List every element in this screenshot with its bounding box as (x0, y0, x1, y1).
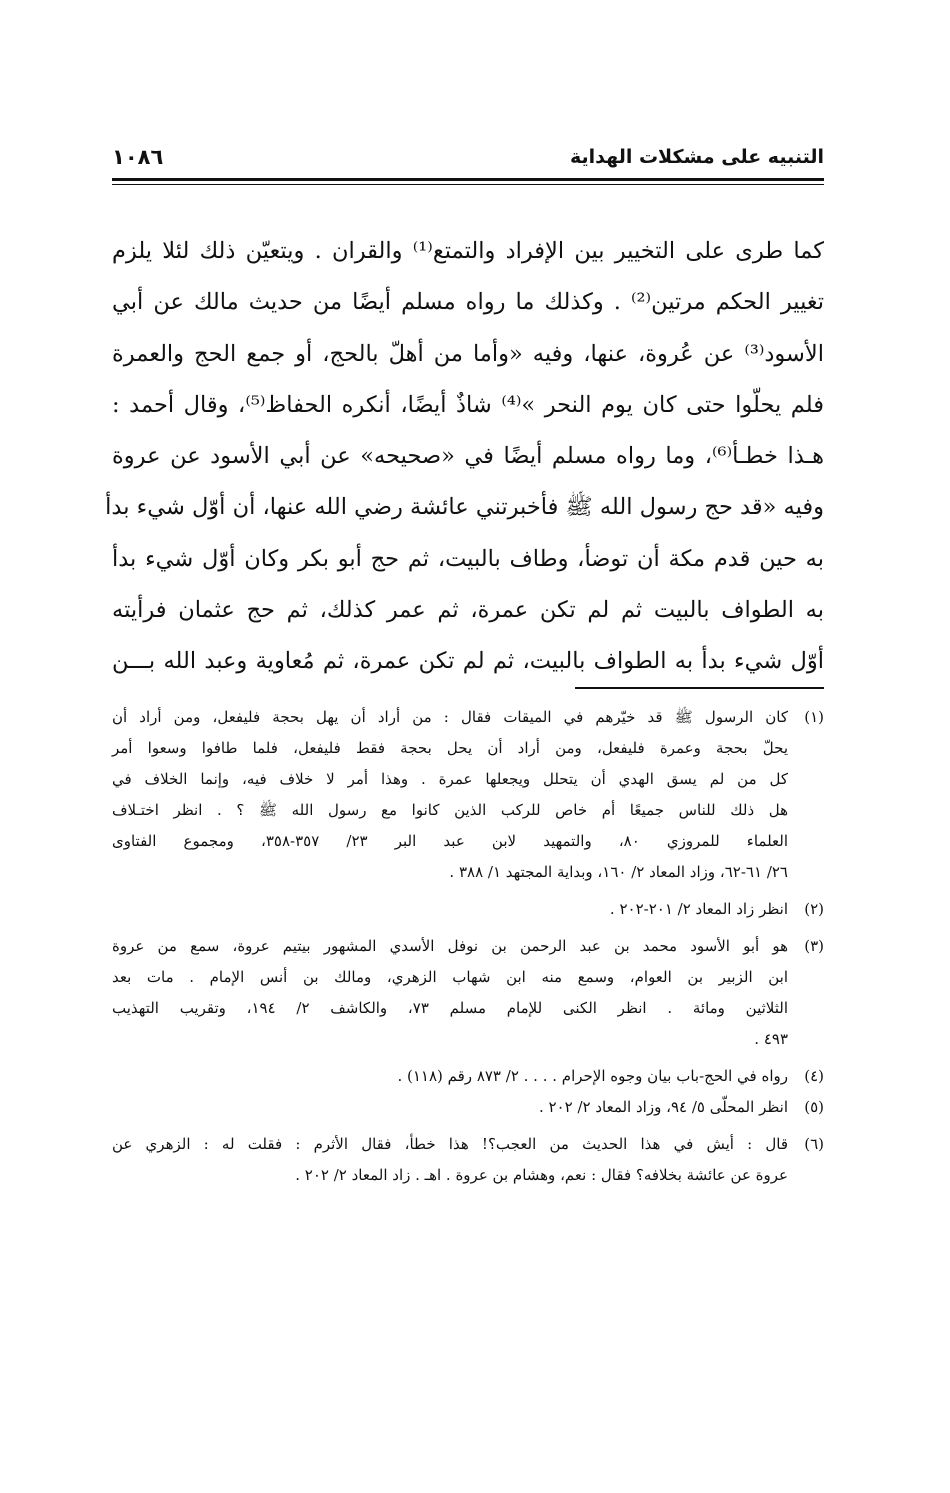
text-line: هـذا خطـأ⁽⁶⁾، وما رواه مسلم أيضًا في «صحيحه» عن أبي الأسود عن عروة (112, 443, 824, 470)
footnote-4 (112, 1061, 824, 1092)
footnote-number: (٤) (804, 1067, 824, 1085)
footnote-line: ابن الزبير بن العوام، وسمع منه ابن شهاب الزهري، ومالك بن أنس الإمام . مات بعد (112, 968, 788, 986)
footnote-line: قال : أيش في هذا الحديث من العجب؟! هذا خطأ، فقال الأثرم : فقلت له : الزهري عن (112, 1135, 788, 1153)
header-rule-thin (112, 184, 824, 185)
footnote-line: رواه في الحج-باب بيان وجوه الإحرام . . . . ٢/ ٨٧٣ رقم (١١٨) . (397, 1067, 788, 1085)
footnote-1 (112, 702, 824, 888)
footnote-number: (١) (804, 708, 824, 726)
footnote-line: يحلّ بحجة وعمرة فليفعل، ومن أراد أن يحل بحجة فقط فليفعل، فلما طافوا وسعوا أمر (112, 739, 788, 757)
footnote-line: ٤٩٣ . (754, 1030, 788, 1048)
footnote-5 (112, 1092, 824, 1123)
text-line: كما طرى على التخيير بين الإفراد والتمتع⁽¹⁾ والقران . ويتعيّن ذلك لئلا يلزم (112, 238, 824, 264)
footnote-line: هل ذلك للناس جميعًا أم خاص للركب الذين كانوا مع رسول الله ﷺ ؟ . انظر اختـلاف (112, 801, 788, 819)
footnote-number: (٥) (804, 1098, 824, 1116)
footnote-line: هو أبو الأسود محمد بن عبد الرحمن بن نوفل الأسدي المشهور بيتيم عروة، سمع من عروة (112, 937, 788, 955)
text-line: به حين قدم مكة أن توضأ، وطاف بالبيت، ثم حج أبو بكر وكان أوّل شيء بدأ (112, 545, 824, 572)
footnote-line: انظر زاد المعاد ٢/ ٢٠١-٢٠٢ . (609, 900, 788, 918)
footnote-number: (٢) (804, 900, 824, 918)
page-header (112, 142, 824, 176)
footnote-line: كل من لم يسق الهدي أن يتحلل ويجعلها عمرة . وهذا أمر لا خلاف فيه، وإنما الخلاف في (112, 770, 788, 788)
footnote-2 (112, 894, 824, 925)
text-line: فلم يحلّوا حتى كان يوم النحر »⁽⁴⁾ شاذٌ أيضًا، أنكره الحفاظ⁽⁵⁾، وقال أحمد : (112, 391, 824, 418)
text-line: به الطواف بالبيت ثم لم تكن عمرة، ثم عمر كذلك، ثم حج عثمان فرأيته (112, 597, 824, 624)
footnote-line: الثلاثين ومائة . انظر الكنى للإمام مسلم ٧٣، والكاشف ٢/ ١٩٤، وتقريب التهذيب (112, 999, 788, 1017)
running-title: التنبيه على مشكلات الهداية (570, 146, 824, 168)
footnote-6 (112, 1129, 824, 1191)
text-line: أوّل شيء بدأ به الطواف بالبيت، ثم لم تكن عمرة، ثم مُعاوية وعبد الله بـــن (112, 648, 824, 675)
footnote-separator (575, 687, 824, 689)
text-line: وفيه «قد حج رسول الله ﷺ فأخبرتني عائشة رضي الله عنها، أن أوّل شيء بدأ (105, 494, 824, 521)
footnote-line: كان الرسول ﷺ قد خيّرهم في الميقات فقال : من أراد أن يهل بحجة فليفعل، ومن أراد أن (112, 708, 788, 726)
footnote-line: العلماء للمروزي ٨٠، والتمهيد لابن عبد البر ٢٣/ ٣٥٧-٣٥٨، ومجموع الفتاوى (112, 832, 789, 850)
page-number: ١٠٨٦ (112, 145, 164, 169)
text-line: الأسود⁽³⁾ عن عُروة، عنها، وفيه «وأما من أهلّ بالحج، أو جمع الحج والعمرة (112, 340, 824, 367)
text-line: تغيير الحكم مرتين⁽²⁾ . وكذلك ما رواه مسلم أيضًا من حديث مالك عن أبي (112, 289, 824, 316)
footnote-line: عروة عن عائشة بخلافه؟ فقال : نعم، وهشام بن عروة . اهـ . زاد المعاد ٢/ ٢٠٢ . (295, 1166, 788, 1184)
footnote-number: (٣) (804, 937, 824, 955)
main-text (105, 226, 824, 688)
footnote-3 (112, 931, 824, 1055)
header-rule-thick (112, 178, 824, 181)
footnotes (112, 702, 824, 1191)
footnote-line: ٢٦/ ٦١-٦٢، وزاد المعاد ٢/ ١٦٠، وبداية المجتهد ١/ ٣٨٨ . (449, 863, 788, 881)
footnote-line: انظر المحلّى ٥/ ٩٤، وزاد المعاد ٢/ ٢٠٢ . (538, 1098, 788, 1116)
footnote-number: (٦) (804, 1135, 824, 1153)
